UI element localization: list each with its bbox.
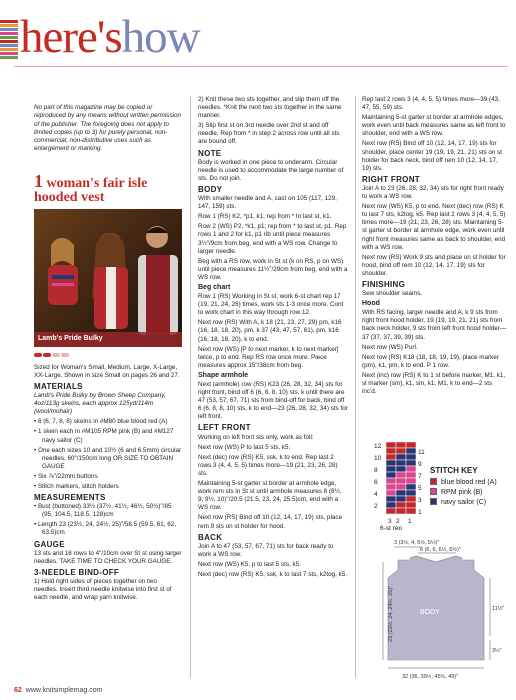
paragraph: Next row (RS) Bind off 10 (12, 14, 17, 19) sts, place rem 9 sts on st holder for hood. [198, 514, 343, 530]
paragraph: Next (dec) row (RS) K5, ssk, k to end. Rep last 2 rows 3 (4, 4, 5, 5) times more—19 (21, 23, 26, 28) sts. [198, 453, 338, 477]
chart-cell [386, 490, 396, 496]
paragraph: Beg with a RS row, work in St st (k on RS, p on WS) until piece measures 11½"/29cm from beg, end with a WS row. [198, 257, 348, 281]
heading-back: BACK [198, 532, 223, 542]
chart-col-label: 2 [396, 518, 400, 525]
chart-cell [406, 466, 416, 472]
paragraph: Next row (RS) Work 9 sts and place on st holder for hood, bind off rem 10 (12, 14, 17, 19) sts for shoulder. [362, 253, 506, 277]
chart-rep-label: 6-st rep [380, 525, 403, 530]
chart-cell [386, 472, 396, 478]
paragraph: Body is worked in one piece to underarm. Circular needle is used to accommodate the large number of sts. Do not join. [198, 158, 344, 182]
paragraph: Join A to 47 (53, 57, 67, 71) sts for back ready to work a WS row. [198, 542, 334, 558]
body-schematic [380, 532, 506, 687]
paragraph: Sew shoulder seams. [362, 290, 423, 298]
chart-cell [396, 448, 406, 454]
chart-cell [396, 460, 406, 466]
schematic-right-measure: 3½" [492, 648, 502, 654]
chart-cell [396, 508, 406, 514]
chart-cell [386, 466, 396, 472]
chart-cell [386, 448, 396, 454]
chart-col-label: 3 [388, 518, 392, 525]
heading-body: BODY [198, 184, 223, 194]
paragraph: Next row (RS) K18 (18, 18, 19, 19), place marker (pm), k1, pm, k to end. P 1 row. [362, 353, 499, 369]
chart-cell [396, 466, 406, 472]
heading-materials: MATERIALS [34, 381, 83, 391]
chart-cell [406, 502, 416, 508]
schematic-top-measure: 3 (3½, 4, 5½, 5½)" [394, 540, 440, 546]
legend-item: RPM pink (B) [430, 488, 497, 498]
chart-cell [386, 460, 396, 466]
paragraph: 2) Knit these two sts together, and slip them off the needles. *Knit the next two sts together in the same manner. [198, 96, 342, 120]
chart-row-label: 8 [374, 467, 378, 474]
chart-cell [406, 478, 416, 484]
list-item: • Six ⅞"/22mm buttons [34, 472, 98, 480]
schematic-neck-measure: 6 (6, 6, 6½, 6½)" [420, 547, 461, 553]
paragraph: Maintaining 5-st garter st border at armhole edge, work rem sts in St st until armhole measures 8 (8½, 9, 9½, 10)"/20.5 (21.5, 23, 24, 25.5)cm, end with a WS row. [198, 480, 342, 512]
chart-row-label: 9 [418, 461, 422, 468]
header-stripes [0, 20, 18, 62]
paragraph: Next row (RS) With A, k 18 (21, 23, 27, 29) pm, k16 (16, 18, 18, 20), pm, k 37 (43, 47, 57, 61), pm, k16 (16, 18, 18, 20), k to end. [198, 319, 342, 343]
chart-cell [386, 502, 396, 508]
page-number: 62 [14, 687, 22, 694]
paragraph: Row 1 (RS) K2, *p1, k1; rep from * to last st, k1. [198, 213, 332, 221]
paragraph: Next row (WS) P to last 5 sts, k5. [198, 443, 291, 451]
heading-measurements: MEASUREMENTS [34, 493, 106, 503]
yarn-label: Lamb's Pride Bulky [34, 332, 182, 347]
subheading-hood: Hood [362, 300, 380, 308]
bindoff-text: 1) Hold right sides of pieces together on two needles. Insert third needle knitwise into first st of each needle, and wrap yarn knitwise. [34, 577, 172, 602]
column-divider [355, 96, 356, 678]
paragraph: Row 1 (RS) Working in St st, work 6-st chart rep 17 (19, 21, 24, 26) times, work sts 1-3 once more. Cont to work chart in this way through row 12. [198, 293, 344, 317]
paragraph: Working on left front sts only, work as foll: [198, 433, 314, 441]
chart-row-label: 1 [418, 509, 422, 516]
legend-item: navy sailor (C) [430, 498, 497, 508]
paragraph: Next row (WS) [P to next marker, k to next marker] twice, p to end. Rep RS row once more. Piece measures approx 15"/38cm from beg. [198, 345, 339, 369]
schematic-bottom-measure: 32 (36, 39½, 45½, 49)" [402, 674, 459, 680]
paragraph: Next row (RS) Bind off 10 (12, 14, 17, 19) sts for shoulder, place center 19 (19, 19, 21, 21) sts on st holder for back neck, bind off rem 10 (12, 14, 17, 19) sts. [362, 140, 503, 172]
chart-row-label: 4 [374, 491, 378, 498]
list-item: • Stitch markers, stitch holders [34, 483, 119, 490]
paragraph: Next row (WS) K5, p to last 5 sts, k5. [198, 560, 301, 568]
copyright-notice: No part of this magazine may be copied or reproduced by any means without written permission of the publisher. The foregoing does not apply to limited copies (up to 3) for purely personal, non-commercial, non-distributive uses such as enlargement or marking. [34, 104, 181, 153]
stitch-key [430, 466, 497, 508]
gauge-text: 13 sts and 18 rows to 4"/10cm over St st using larger needles. TAKE TIME TO CHECK YOUR GAUGE. [34, 549, 182, 565]
swatch-red [430, 478, 437, 485]
heading-left-front: LEFT FRONT [198, 423, 251, 433]
subheading-beg-chart: Beg chart [198, 283, 231, 291]
chart-cell [406, 508, 416, 514]
swatch-navy [430, 498, 437, 505]
column-2 [198, 96, 348, 581]
chart-cell [396, 484, 406, 490]
chart-row-label: 2 [374, 503, 378, 510]
header-rule [14, 66, 508, 67]
stitch-key-title: STITCH KEY [430, 466, 478, 475]
heading-note: NOTE [198, 148, 222, 158]
chart-cell [386, 484, 396, 490]
footer-url: www.knitsimplemag.com [25, 687, 103, 694]
chart-cell [406, 442, 416, 448]
paragraph: Next (dec) row (RS) K5, ssk, k to last 7 sts, k2tog, k5. [198, 570, 348, 578]
chart-row-label: 3 [418, 497, 422, 504]
chart-cell [386, 478, 396, 484]
schematic-right-measure: 11½" [492, 606, 505, 612]
chart-row-label: 6 [374, 479, 378, 486]
chart-cell [406, 496, 416, 502]
chart-cell [386, 442, 396, 448]
chart-cell [406, 472, 416, 478]
chart-cell [406, 454, 416, 460]
colorwork-chart [374, 440, 434, 535]
paragraph: Next (inc) row (RS) K to 1 st before marker, M1, k1, sl marker (sm), k1, sm, k1, M1, k to end—2 sts inc'd. [362, 371, 506, 396]
chart-cell [386, 496, 396, 502]
chart-cell [396, 496, 406, 502]
paragraph: Next row (WS) K5, p to end. Next (dec) row (RS) K to last 7 sts, k2tog, k5. Rep last 2 rows 3 (4, 4, 5, 5) times more—19 (21, 23, 26, 28) sts. Maintaining 5-st garter st border at armhole edge, work even until right front measures same as back to shoulder, end with a WS row. [362, 203, 506, 251]
chart-cell [406, 490, 416, 496]
chart-cell [396, 478, 406, 484]
chart-cell [396, 442, 406, 448]
chart-cell [396, 490, 406, 496]
column-1 [34, 100, 182, 604]
materials-text: Lamb's Pride Bulky by Brown Sheep Company, 4oz/113g skeins, each approx 125yd/114m (wool/mohair) [34, 392, 166, 416]
list-item: • 6 (6, 7, 8, 8) skeins in #M80 blue blood red (A) [34, 418, 168, 426]
project-photo [34, 209, 182, 347]
paragraph: Maintaining 5-st garter st border at armhole edges, work even until back measures same as left front to shoulder, end with a WS row. [362, 114, 506, 138]
schematic-body-label: BODY [420, 609, 440, 616]
chart-row-label: 7 [418, 473, 422, 480]
chart-cell [386, 508, 396, 514]
list-item: • Bust (buttoned) 33½ (37½, 41½, 46½, 50½)"/85 (95, 104.5, 118.5, 128)cm [34, 503, 172, 519]
chart-cell [396, 454, 406, 460]
paragraph: Rep last 2 rows 3 (4, 4, 5, 5) times more—39 (43, 47, 55, 59) sts. [362, 96, 500, 112]
chart-cell [396, 472, 406, 478]
heading-gauge: GAUGE [34, 539, 65, 549]
paragraph: With RS facing, larger needle and A, k 9 sts from right front hood holder, 19 (19, 19, 21, 21) sts from back neck holder, 9 sts from left front hood holder—37 (37, 37, 39, 39) sts. [362, 309, 507, 341]
chart-row-label: 12 [374, 443, 382, 450]
chart-cell [406, 460, 416, 466]
project-title: 1 woman's fair isle hooded vest [34, 170, 148, 205]
paragraph: Row 2 (WS) P2, *k1, p1; rep from * to last st, p1. Rep rows 1 and 2 for k1, p1 rib until piece measures 3½"/9cm from beg, end with a WS row. Change to larger needle. [198, 223, 347, 255]
paragraph: Next (armhole) row (RS) K23 (26, 28, 32, 34) sts for right front, bind off 6 (6, 8, 8, 10) sts, k until there are 47 (53, 57, 67, 71) sts from bind-off for back, bind off 6 (6, 8, 8, 10) sts, k to end—23 (26, 28, 32, 34) sts for left front. [198, 381, 348, 421]
chart-cell [396, 502, 406, 508]
chart-row-label: 5 [418, 485, 422, 492]
swatch-pink [430, 488, 437, 495]
chart-cell [386, 454, 396, 460]
column-divider [190, 96, 191, 678]
skill-level-indicator [34, 351, 182, 359]
chart-cell [406, 448, 416, 454]
paragraph: Next row (WS) Purl. [362, 343, 418, 351]
heading-finishing: FINISHING [362, 279, 406, 289]
legend-item: blue blood red (A) [430, 478, 497, 488]
paragraph: With smaller needle and A, cast on 105 (117, 129, 147, 159) sts. [198, 195, 337, 211]
page-footer [14, 687, 102, 694]
paragraph: Join A to 23 (26, 28, 32, 34) sts for right front ready to work a WS row. [362, 184, 504, 201]
column-3 [362, 96, 508, 398]
chart-col-label: 1 [408, 518, 412, 525]
heading-right-front: RIGHT FRONT [362, 174, 420, 184]
heading-bindoff: 3-NEEDLE BIND-OFF [34, 567, 120, 577]
sizes-text: Sized for Woman's Small, Medium, Large, X-Large, XX-Large. Shown in size Small on pages 26 and 27. [34, 363, 180, 379]
subheading-armhole: Shape armhole [198, 371, 249, 379]
schematic-height-measure: 23 (23½, 24, 24½, 25)" [388, 585, 394, 642]
chart-row-label: 10 [374, 455, 382, 462]
paragraph: 3) Slip first st on 3rd needle over 2nd st and off needle. Rep from * in step 2 across row until all sts are bound off. [198, 122, 340, 146]
list-item: • Length 23 (23½, 24, 24½, 25)"/58.5 (59.5, 61, 62, 63.5)cm [34, 521, 177, 537]
list-item: • One each sizes 10 and 10½ (6 and 6.5mm) circular needles, 60"/150cm long OR SIZE TO OBTAIN GAUGE [34, 446, 182, 470]
list-item: • 1 skein each in #M105 RPM pink (B) and #M127 navy sailor (C) [34, 428, 174, 444]
chart-cell [406, 484, 416, 490]
chart-row-label: 11 [418, 449, 425, 456]
page-title: here'show [20, 11, 200, 63]
